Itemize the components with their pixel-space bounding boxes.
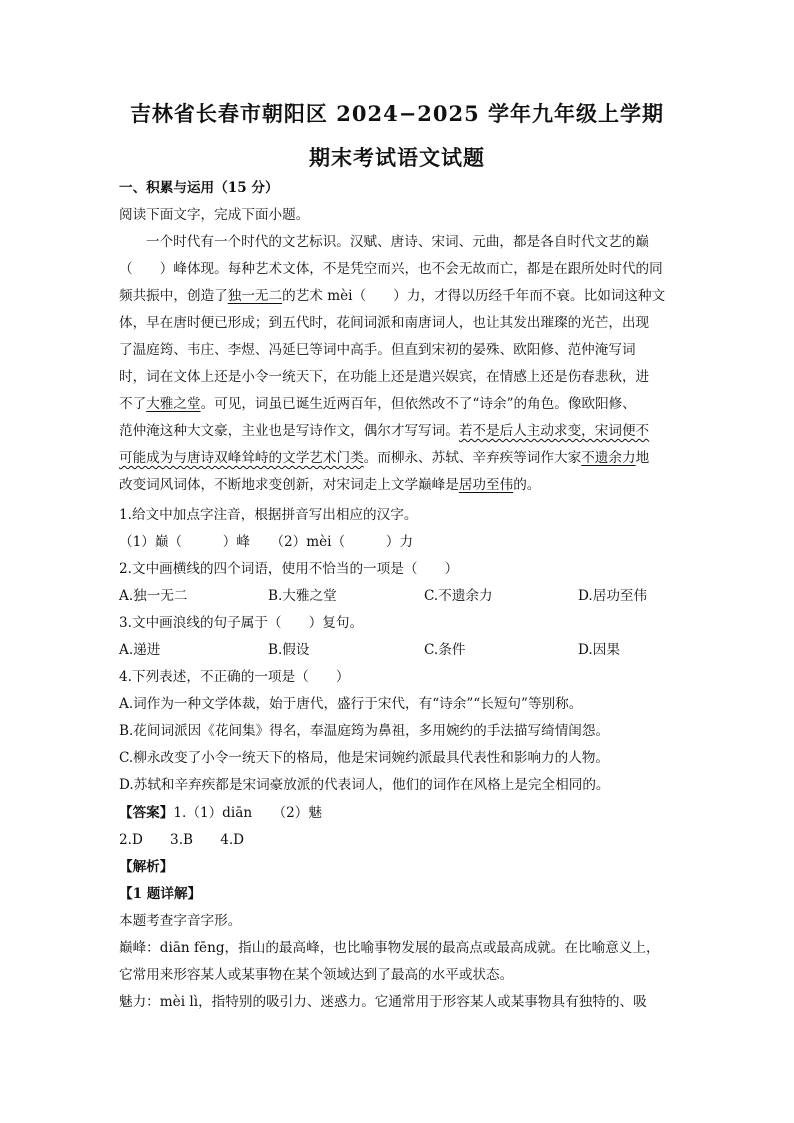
answer-line-1 [119, 803, 322, 823]
question-2-option-c: C.不遗余力 [424, 588, 493, 604]
passage-line [119, 394, 636, 414]
question-4-stem: 4.下列表述，不正确的一项是（ ） [119, 669, 350, 685]
passage-text: 频共振中，创造了 [119, 288, 228, 304]
document-title-line1: 吉林省长春市朝阳区 2024−2025 学年九年级上学期 [129, 101, 665, 126]
question-1-items: （1）巅（ ）峰 （2）mèi（ ）力 [119, 534, 414, 550]
analysis-dian-line1: 巅峰：diān fēng，指山的最高峰，也比喻事物发展的最高点或最高成就。在比喻意义上， [119, 940, 660, 956]
analysis-label: 【解析】 [119, 859, 174, 875]
passage-text: 不了 [119, 396, 147, 412]
analysis-detail-label: 【1 题详解】 [119, 886, 202, 902]
wavy-sentence: 若不是后人主动求变，宋词便不 [458, 423, 650, 439]
question-2-option-b: B.大雅之堂 [268, 588, 337, 604]
question-3-option-d: D.因果 [578, 642, 620, 658]
answer-label: 【答案】 [119, 805, 174, 821]
question-3-stem: 3.文中画浪线的句子属于（ ）复句。 [119, 615, 364, 631]
passage-text: 改变词风词体，不断地求变创新，对宋词走上文学巅峰是 [119, 477, 459, 493]
underlined-term: 不遗余力 [581, 450, 636, 466]
passage-line: （ ）峰体现。每种艺术文体，不是凭空而兴，也不会无故而亡，都是在跟所处时代的同 [119, 261, 663, 277]
section-heading: 一、积累与运用（15 分） [119, 180, 279, 196]
passage-text: 范仲淹这种大文豪，主业也是写诗作文，偶尔才写写词。 [119, 423, 459, 439]
question-4-option-b: B.花间词派因《花间集》得名，奉温庭筠为鼻祖，多用婉约的手法描写绮情闺怨。 [119, 723, 610, 739]
passage-text: 。可见，词虽已诞生近两百年，但依然改不了“诗余”的角色。像欧阳修、 [200, 396, 636, 412]
passage-text: 。而柳永、苏轼、辛弃疾等词作大家 [363, 450, 582, 466]
question-4-option-c: C.柳永改变了小令一统天下的格局，他是宋词婉约派最具代表性和影响力的人物。 [119, 750, 610, 766]
passage-line: 一个时代有一个时代的文艺标识。汉赋、唐诗、宋词、元曲，都是各自时代文艺的巅 [146, 234, 649, 250]
question-4-option-d: D.苏轼和辛弃疾都是宋词豪放派的代表词人，他们的词作在风格上是完全相同的。 [119, 777, 610, 793]
analysis-intro: 本题考查字音字形。 [119, 913, 242, 929]
question-2-option-a: A.独一无二 [119, 588, 188, 604]
underlined-term: 大雅之堂 [146, 396, 201, 412]
underlined-term: 独一无二 [227, 288, 283, 304]
analysis-mei-line1: 魅力：mèi lì，指特别的吸引力、迷惑力。它通常用于形容某人或某事物具有独特的、吸 [119, 994, 647, 1010]
question-2-option-d: D.居功至伟 [578, 588, 648, 604]
passage-line [119, 448, 649, 468]
underlined-term: 居功至伟 [458, 477, 514, 493]
wavy-sentence: 可能成为与唐诗双峰耸峙的文学艺术门类 [119, 450, 364, 466]
analysis-dian-line2: 它常用来形容某人或某事物在某个领域达到了最高的水平或状态。 [119, 967, 514, 983]
question-1-stem: 1.给文中加点字注音，根据拼音写出相应的汉字。 [119, 507, 418, 523]
answer-text: 1.（1）diān （2）魅 [173, 805, 322, 821]
passage-text: 地 [635, 450, 650, 466]
question-3-option-c: C.条件 [424, 642, 466, 658]
question-2-stem: 2.文中画横线的四个词语，使用不恰当的一项是（ ） [119, 561, 459, 577]
document-title-line2: 期末考试语文试题 [309, 145, 485, 170]
question-3-option-b: B.假设 [268, 642, 310, 658]
question-3-option-a: A.递进 [119, 642, 161, 658]
passage-line: 体，早在唐时便已形成；到五代时，花间词派和南唐词人，也让其发出璀璨的光芒，出现 [119, 315, 650, 331]
passage-text: 的。 [513, 477, 541, 493]
question-4-option-a: A.词作为一种文学体裁，始于唐代，盛行于宋代，有“诗余”“长短句”等别称。 [119, 696, 583, 712]
section-instruction: 阅读下面文字，完成下面小题。 [119, 207, 310, 223]
passage-line [119, 475, 540, 495]
passage-line [119, 421, 649, 441]
answer-line-2: 2.D 3.B 4.D [119, 832, 245, 848]
passage-text: 的艺术 mèi（ ）力，才得以历经千年而不衰。比如词这种文 [282, 288, 666, 304]
passage-line: 了温庭筠、韦庄、李煜、冯延巳等词中高手。但直到宋初的晏殊、欧阳修、范仲淹写词 [119, 342, 636, 358]
passage-line [119, 286, 665, 306]
passage-line: 时，词在文体上还是小令一统天下，在功能上还是遣兴娱宾，在情感上还是伤春悲秋，进 [119, 369, 650, 385]
